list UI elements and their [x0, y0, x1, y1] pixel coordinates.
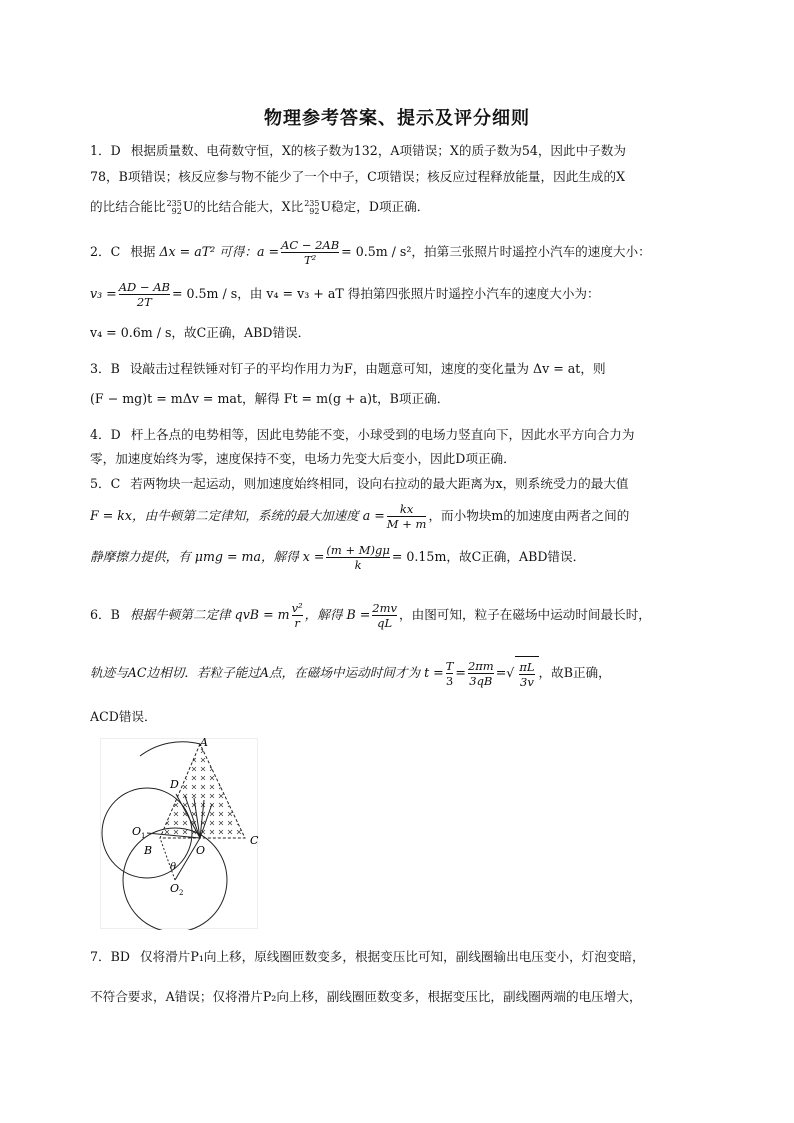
q2-text-1c: = 0.5m / s²，拍第三张照片时遥控小汽车的速度大小：	[341, 244, 651, 259]
q6-equals-2: =	[495, 665, 507, 680]
iso-mass: 235	[166, 198, 182, 208]
radius-line-b	[160, 838, 175, 880]
frac-den: T²	[281, 252, 339, 267]
frac-den: M + m	[386, 517, 427, 531]
q2-text-2b: = 0.5m / s，由 v₄ = v₃ + aT 得拍第四张照片时遥控小汽车的速度大小为：	[171, 286, 600, 301]
label-theta: θ	[170, 862, 177, 873]
q6-fraction-3	[446, 659, 454, 688]
q1-text-3b: U的比结合能大，X比	[182, 199, 304, 214]
iso-charge: 92	[171, 206, 182, 216]
q1-line-1	[90, 142, 702, 160]
frac-num: 2πm	[467, 659, 494, 673]
q5-formula-3: 静摩擦力提供，有 μmg = ma，解得 x =	[90, 549, 325, 564]
frac-den: qL	[372, 615, 397, 630]
q2-line-2	[90, 278, 702, 310]
frac-den: r	[292, 615, 303, 630]
q6-text-2b: ，故B正确，	[538, 665, 611, 680]
q5-number: 5．C	[90, 476, 121, 491]
q6-line-1	[90, 598, 702, 632]
q2-line-3: v₄ = 0.6m / s，故C正确，ABD错误．	[90, 325, 311, 340]
label-o: O	[196, 844, 206, 857]
label-o2-sub: 2	[179, 889, 184, 897]
q5-formula-2: F = kx，由牛顿第二定律知，系统的最大加速度 a =	[90, 508, 385, 523]
q5-text-2b: ，而小物块m的加速度由两者之间的	[428, 508, 630, 523]
q5-fraction-2	[326, 543, 389, 572]
label-a: A	[200, 738, 208, 749]
q6-formula-3: 轨迹与AC边相切．若粒子能过A点，在磁场中运动时间才为 t =	[90, 665, 444, 680]
label-c: C	[250, 834, 259, 847]
q6-fraction-5	[519, 660, 534, 689]
q5-text-1: 若两物块一起运动，则加速度始终相同，设向右拉动的最大距离为x，则系统受力的最大值	[130, 476, 629, 491]
q1-line-3	[90, 198, 702, 216]
q2-formula-1: Δx = aT² 可得：a =	[159, 244, 280, 259]
q2-number: 2．C	[90, 244, 121, 259]
label-o1-sub: 1	[141, 832, 146, 840]
q6-line-2	[90, 656, 702, 691]
frac-num: T	[445, 659, 454, 673]
label-o1: O	[132, 825, 142, 838]
q2-line-1	[90, 236, 702, 268]
frac-num: kx	[399, 502, 414, 516]
q7-line-1	[90, 948, 702, 966]
frac-den: k	[326, 557, 389, 572]
q6-equals: =	[455, 665, 466, 680]
label-d: D	[170, 778, 179, 791]
label-b: B	[144, 844, 153, 857]
q1-isotope-1	[167, 200, 182, 216]
q5-line-2	[90, 500, 702, 532]
q6-formula-1: 根据牛顿第二定律 qvB = m	[129, 607, 290, 622]
frac-num: v²	[291, 601, 303, 615]
q4-line-2: 零，加速度始终为零，速度保持不变，电场力先变大后变小，因此D项正确．	[90, 451, 516, 466]
frac-den: 2T	[119, 294, 170, 309]
frac-den: 3v	[520, 675, 534, 689]
q1-line-2: 78，B项错误；核反应参与物不能少了一个中子，C项错误；核反应过程释放能量，因此生成的X	[90, 169, 626, 184]
q3-line-2: (F − mg)t = mΔv = mat，解得 Ft = m(g + a)t，B项正确．	[90, 391, 450, 406]
frac-den: 3qB	[469, 674, 493, 688]
q3-text-1: 设敲击过程铁锤对钉子的平均作用力为F，由题意可知，速度的变化量为 Δv = at，则	[129, 361, 606, 376]
q6-fraction-2	[372, 601, 397, 630]
q7-text-1: 仅将滑片P₁向上移，原线圈匝数变多，根据变压比可知，副线圈输出电压变小，灯泡变暗，	[139, 949, 645, 964]
q4-number: 4．D	[90, 427, 121, 442]
q5-line-1	[90, 475, 702, 493]
iso-charge: 92	[309, 206, 320, 216]
sqrt-sign: √	[506, 665, 515, 680]
arc-top	[140, 742, 200, 756]
q1-text-3c: U稳定，D项正确．	[320, 199, 430, 214]
q5-line-3	[90, 541, 702, 573]
q6-text-1c: ，由图可知，粒子在磁场中运动时间最长时，	[399, 607, 651, 622]
q5-fraction-1	[387, 502, 427, 531]
label-o2: O	[170, 882, 180, 895]
q2-formula-2: v₃ =	[90, 286, 117, 301]
triangle-field-region	[160, 744, 245, 838]
q6-sqrt	[515, 656, 538, 691]
q7-number: 7．BD	[90, 949, 130, 964]
frac-num: (m + M)gμ	[326, 543, 390, 557]
q6-fraction-4	[468, 659, 494, 688]
q2-fraction-2	[119, 280, 170, 309]
q2-fraction-1	[281, 238, 339, 267]
q6-number: 6．B	[90, 607, 120, 622]
q2-text-1a: 根据	[130, 244, 156, 259]
q1-isotope-2	[304, 200, 319, 216]
frac-num: AD − AB	[118, 280, 170, 294]
q1-text-3a: 的比结合能比	[90, 199, 166, 214]
q6-line-3: ACD错误．	[90, 709, 157, 724]
q1-number: 1．D	[90, 143, 121, 158]
q6-fraction-1	[292, 601, 303, 630]
q3-line-1	[90, 360, 702, 378]
frac-num: πL	[519, 660, 535, 674]
page-title: 物理参考答案、提示及评分细则	[264, 108, 530, 129]
q4-text-1: 杆上各点的电势相等，因此电势能不变，小球受到的电场力竖直向下，因此水平方向合力为	[130, 427, 635, 442]
frac-den: 3	[445, 674, 454, 688]
q7-line-2: 不符合要求，A错误；仅将滑片P₂向上移，副线圈匝数变多，根据变压比，副线圈两端的电压增大，	[90, 989, 642, 1004]
q6-formula-2: ，解得 B =	[304, 607, 371, 622]
frac-num: AC − 2AB	[281, 238, 340, 252]
q5-text-3b: = 0.15m，故C正确，ABD错误．	[391, 549, 586, 564]
q1-text-1: 根据质量数、电荷数守恒，X的核子数为132，A项错误；X的质子数为54，因此中子数为	[130, 143, 626, 158]
magnetic-field-diagram	[100, 738, 260, 930]
q3-number: 3．B	[90, 361, 120, 376]
iso-mass: 235	[304, 198, 320, 208]
frac-num: 2mv	[372, 601, 397, 615]
q4-line-1	[90, 426, 702, 444]
